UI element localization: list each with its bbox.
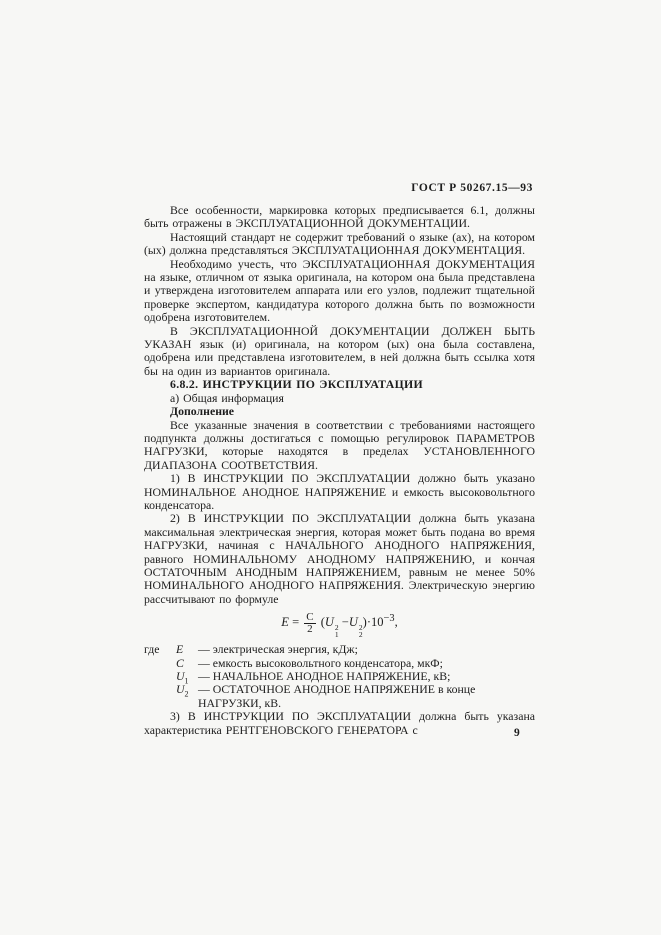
formula-symbol-E: E bbox=[281, 615, 289, 630]
formula-U2-sub: 2 bbox=[358, 630, 363, 640]
legend-lead bbox=[144, 657, 170, 670]
legend-description: — электрическая энергия, кДж; bbox=[198, 642, 358, 657]
energy-formula bbox=[144, 612, 535, 638]
formula-U2-sup: 2 bbox=[358, 623, 363, 633]
legend-symbol: E bbox=[176, 642, 184, 657]
legend-lead bbox=[144, 670, 170, 683]
legend-symbol: C bbox=[176, 655, 184, 670]
paragraph: Настоящий стандарт не содержит требований о языке (ах), на котором (ых) должна представляться ЭКСПЛУАТАЦИОННАЯ ДОКУМЕНТАЦИЯ. bbox=[144, 229, 535, 258]
legend-symbol: $U_2$ bbox=[176, 682, 189, 699]
document-code: ГОСТ Р 50267.15—93 bbox=[411, 182, 533, 194]
legend-description: — ОСТАТОЧНОЕ АНОДНОЕ НАПРЯЖЕНИЕ в конце НАГРУЗКИ, кВ. bbox=[198, 682, 476, 710]
legend-description: — НАЧАЛЬНОЕ АНОДНОЕ НАПРЯЖЕНИЕ, кВ; bbox=[198, 669, 451, 683]
legend-row bbox=[144, 657, 535, 670]
page-number: 9 bbox=[514, 727, 520, 739]
paragraph: 1) В ИНСТРУКЦИИ ПО ЭКСПЛУАТАЦИИ должно быть указано НОМИНАЛЬНОЕ АНОДНОЕ НАПРЯЖЕНИЕ и емкость высоковольтного конденсатора. bbox=[144, 471, 535, 512]
legend-lead: где bbox=[144, 642, 160, 657]
paragraph-group-top bbox=[144, 204, 535, 606]
formula-symbol-U1: U bbox=[324, 615, 334, 630]
formula-U1-scripts bbox=[335, 624, 339, 638]
paragraph: 3) В ИНСТРУКЦИИ ПО ЭКСПЛУАТАЦИИ должна быть указана характеристика РЕНТГЕНОВСКОГО ГЕНЕРАТОРА с bbox=[144, 709, 535, 737]
legend-lead bbox=[144, 683, 170, 710]
formula-factor: ·10 bbox=[366, 615, 384, 630]
paragraph: Необходимо учесть, что ЭКСПЛУАТАЦИОННАЯ ДОКУМЕНТАЦИЯ на языке, отличном от языка оригинала, на котором она была представлена и утверждена изготовителем аппарата или его узлов, подлежит тщательной проверке экспертом, кандидатура которого должна быть по возможности одобрена изготовителем. bbox=[144, 256, 535, 325]
legend-row bbox=[144, 683, 535, 710]
formula-fraction bbox=[304, 612, 315, 635]
formula-denominator: 2 bbox=[307, 623, 313, 636]
paragraph: а) Общая информация bbox=[170, 390, 284, 405]
paragraph: Все указанные значения в соответствии с требованиями настоящего подпункта должны достигаться с помощью регулировок ПАРАМЕТРОВ НАГРУЗКИ, которые находятся в пределах УСТАНОВЛЕННОГО ДИАПАЗОНА СООТВЕТСТВИЯ. bbox=[144, 417, 535, 472]
formula-minus: − bbox=[341, 615, 349, 630]
formula-symbol-U2: U bbox=[348, 615, 358, 630]
paragraph: Дополнение bbox=[170, 404, 235, 419]
formula-equals: = bbox=[292, 615, 300, 630]
formula-comma: , bbox=[394, 615, 398, 630]
paragraph: 6.8.2. ИНСТРУКЦИИ ПО ЭКСПЛУАТАЦИИ bbox=[170, 377, 423, 392]
paragraph-group-bottom bbox=[144, 710, 535, 737]
paragraph: В ЭКСПЛУАТАЦИОННОЙ ДОКУМЕНТАЦИИ ДОЛЖЕН БЫТЬ УКАЗАН язык (и) оригинала, на котором (ых) она была составлена, одобрена или представлена изготовителем, в ней должна быть ссылка хотя бы на один из вариантов оригинала. bbox=[144, 323, 535, 378]
paragraph: 2) В ИНСТРУКЦИИ ПО ЭКСПЛУАТАЦИИ должна быть указана максимальная электрическая энергия, которая может быть подана во время НАГРУЗКИ, начиная с НАЧАЛЬНОГО АНОДНОГО НАПРЯЖЕНИЯ, равного НОМИНАЛЬНОМУ АНОДНОМУ НАПРЯЖЕНИЮ, и кончая ОСТАТОЧНЫМ АНОДНЫМ НАПРЯЖЕНИЕМ, равным не менее 50% НОМИНАЛЬНОГО АНОДНОГО НАПРЯЖЕНИЯ. Электрическую энергию рассчитывают по формуле bbox=[144, 511, 535, 606]
formula-exponent: −3 bbox=[383, 613, 395, 625]
legend-row bbox=[144, 669, 535, 686]
formula-U1-sub: 1 bbox=[334, 630, 339, 640]
formula-numerator: C bbox=[306, 611, 314, 624]
formula-U1-sup: 2 bbox=[334, 623, 339, 633]
legend-symbol: $U_1$ bbox=[176, 669, 189, 686]
document-body bbox=[144, 204, 535, 737]
legend-description: — емкость высоковольтного конденсатора, мкФ; bbox=[198, 655, 443, 670]
legend-row bbox=[144, 643, 535, 656]
formula-rparen: ) bbox=[362, 615, 367, 630]
formula-legend bbox=[144, 643, 535, 710]
formula-lparen: ( bbox=[320, 615, 325, 630]
paragraph: Все особенности, маркировка которых предписывается 6.1, должны быть отражены в ЭКСПЛУАТАЦИОННОЙ ДОКУМЕНТАЦИИ. bbox=[144, 203, 535, 231]
